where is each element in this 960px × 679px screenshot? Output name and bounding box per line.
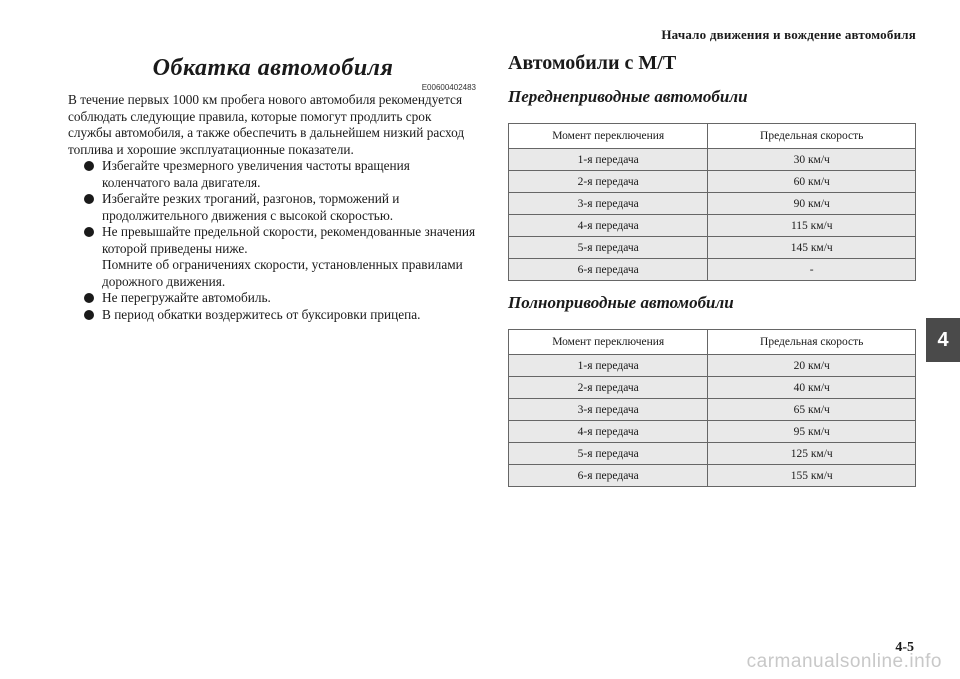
section-title: Автомобили с М/Т [508,52,677,74]
gear-cell: 1-я передача [509,149,708,171]
document-code: E00600402483 [421,83,476,92]
table-row [509,149,916,171]
list-item-text: В период обкатки воздержитесь от буксировки прицепа. [102,306,421,322]
list-item [68,158,478,191]
table-row [509,377,916,399]
left-column [68,55,478,323]
watermark: carmanualsonline.info [746,651,942,672]
table-row [509,215,916,237]
list-item-note: Помните об ограничениях скорости, установленных правилами дорожного движения. [102,257,463,289]
list-item [68,224,478,290]
right-column [508,52,916,487]
bullet-icon [84,293,94,303]
list-item-text: Не перегружайте автомобиль. [102,290,271,305]
gear-cell: 3-я передача [509,399,708,421]
speed-cell: 90 км/ч [708,193,916,215]
table-header-row [509,124,916,149]
table-row [509,237,916,259]
table-row [509,259,916,281]
list-item-text: Избегайте чрезмерного увеличения частоты вращения коленчатого вала двигателя. [102,158,410,190]
column-header-shift: Момент переключения [509,330,708,355]
bullet-icon [84,194,94,204]
column-header-shift: Момент переключения [509,124,708,149]
table-row [509,193,916,215]
table-header-row [509,330,916,355]
table-row [509,465,916,487]
table-row [509,443,916,465]
bullet-list [68,158,478,323]
column-header-speed: Предельная скорость [708,124,916,149]
speed-cell: 40 км/ч [708,377,916,399]
awd-speed-table [508,329,916,487]
list-item-text: Не превышайте предельной скорости, рекомендованные значения которой приведены ниже. [102,224,476,256]
fwd-subtitle: Переднеприводные автомобили [508,87,748,106]
bullet-icon [84,227,94,237]
column-header-speed: Предельная скорость [708,330,916,355]
speed-cell: 155 км/ч [708,465,916,487]
speed-cell: 125 км/ч [708,443,916,465]
gear-cell: 6-я передача [509,259,708,281]
speed-cell: - [708,259,916,281]
list-item [68,191,478,224]
gear-cell: 4-я передача [509,215,708,237]
table-row [509,399,916,421]
page-number: 4-5 [895,640,914,655]
list-item [68,307,478,324]
speed-cell: 60 км/ч [708,171,916,193]
page-title: Обкатка автомобиля [152,55,394,81]
speed-cell: 115 км/ч [708,215,916,237]
gear-cell: 4-я передача [509,421,708,443]
table-row [509,355,916,377]
table-row [509,421,916,443]
speed-cell: 30 км/ч [708,149,916,171]
gear-cell: 2-я передача [509,171,708,193]
list-item-text: Избегайте резких троганий, разгонов, торможений и продолжительного движения с высокой скоростью. [102,191,400,223]
gear-cell: 5-я передача [509,443,708,465]
gear-cell: 1-я передача [509,355,708,377]
table-row [509,171,916,193]
gear-cell: 5-я передача [509,237,708,259]
gear-cell: 2-я передача [509,377,708,399]
bullet-icon [84,161,94,171]
intro-paragraph: В течение первых 1000 км пробега нового автомобиля рекомендуется соблюдать следующие правила, которые помогут продлить срок службы автомобиля, а также обеспечить в дальнейшем низкий расход топлива и хорошие эксплуатационные показатели. [68,92,465,157]
list-item [68,290,478,307]
chapter-tab: 4 [926,318,960,362]
fwd-speed-table [508,123,916,281]
speed-cell: 95 км/ч [708,421,916,443]
speed-cell: 65 км/ч [708,399,916,421]
speed-cell: 145 км/ч [708,237,916,259]
bullet-icon [84,310,94,320]
running-header: Начало движения и вождение автомобиля [661,27,916,42]
speed-cell: 20 км/ч [708,355,916,377]
gear-cell: 6-я передача [509,465,708,487]
awd-subtitle: Полноприводные автомобили [508,293,734,312]
gear-cell: 3-я передача [509,193,708,215]
